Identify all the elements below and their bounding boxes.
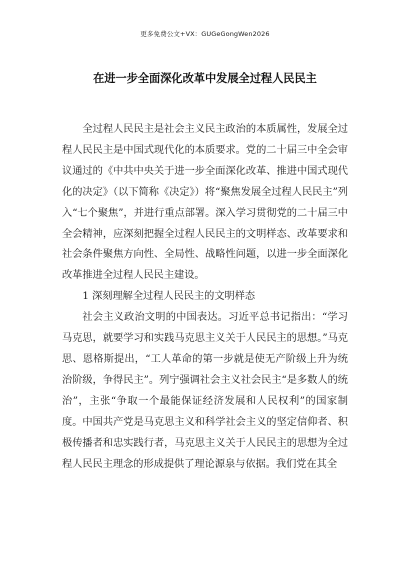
header-note: 更多免费公文+VX：GUGeGongWen2026 xyxy=(140,30,270,38)
document-title: 在进一步全面深化改革中发展全过程人民民主 xyxy=(93,72,317,85)
intro-paragraph: 全过程人民民主是社会主义民主政治的本质属性，发展全过程人民民主是中国式现代化的本质要求。党的二十届三中全会审议通过的《中共中央关于进一步全面深化改革、推进中国式现代化的决定》（以下简称《决定》）将“聚焦发展全过程人民民主”列入“七个聚焦”，并进行重点部署。深入学习贯彻党的二十届三中全会精神，应深刻把握全过程人民民主的文明样态、改革要求和社会条件聚焦方向性、全局性、战略性问题，以进一步全面深化改革推进全过程人民民主建设。 xyxy=(62,124,348,282)
section-heading: 1 深刻理解全过程人民民主的文明样态 xyxy=(82,291,256,303)
section-paragraph: 社会主义政治文明的中国表达。习近平总书记指出：“学习马克思，就要学习和实践马克思主义关于人民民主的思想。”马克思、恩格斯提出，“工人革命的第一步就是使无产阶级上升为统治阶级，争得民主”。列宁强调社会主义社会民主“是多数人的统治”，主张“争取一个最能保证经济发展和人民权利”的国家制度。中国共产党是马克思主义和科学社会主义的坚定信仰者、积极传播者和忠实践行者，马克思主义关于人民民主的思想为全过程人民民主理念的形成提供了理论源泉与依据。我们党在其全 xyxy=(62,312,348,470)
document-body xyxy=(62,120,348,475)
